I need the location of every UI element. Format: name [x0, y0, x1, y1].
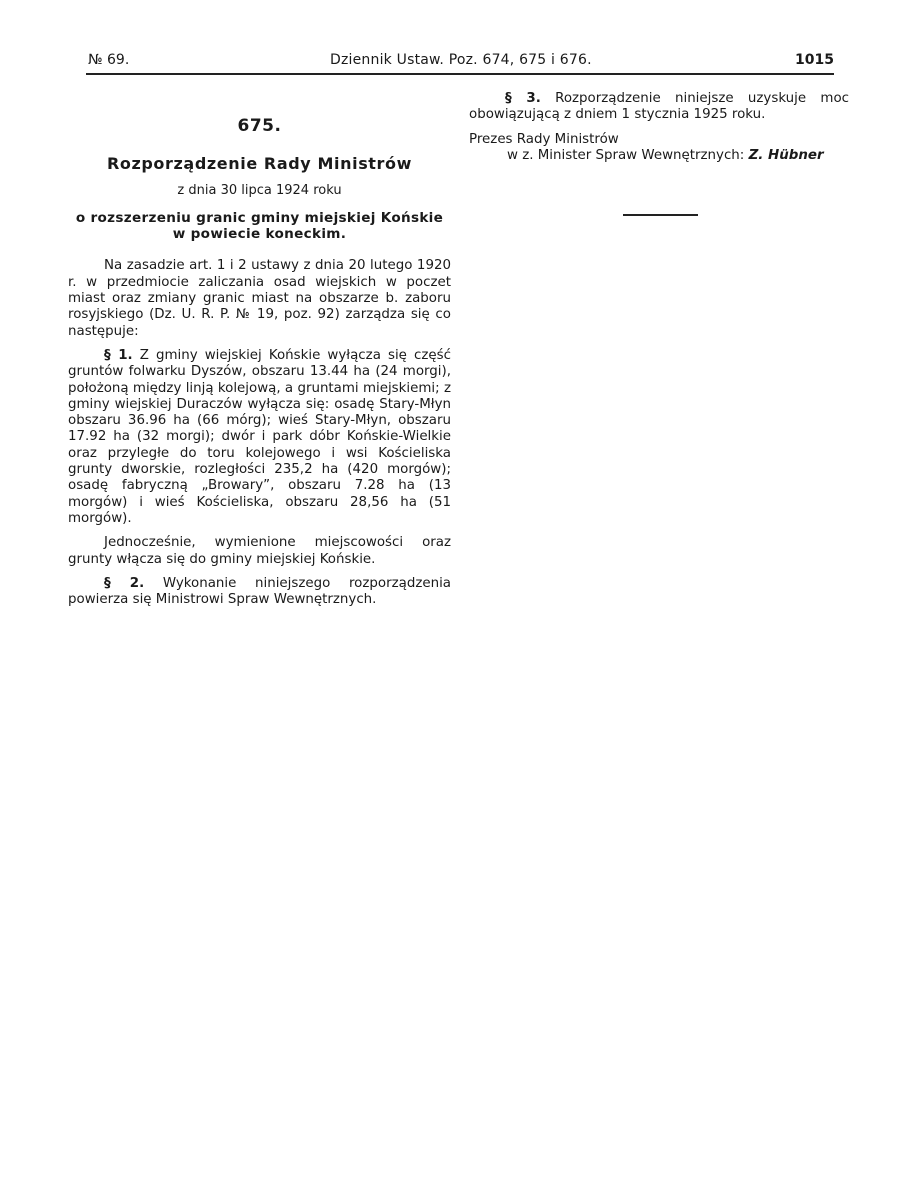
act-date: z dnia 30 lipca 1924 roku — [177, 182, 342, 198]
section-3 — [469, 91, 849, 124]
act-number: 675. — [237, 116, 282, 136]
section-1 — [68, 348, 451, 527]
signature-title: Prezes Rady Ministrów — [469, 131, 619, 147]
left-column — [68, 118, 451, 616]
section-3-text: Rozporządzenie niniejsze uzyskuje moc obowiązującą z dniem 1 stycznia 1925 roku. — [469, 91, 850, 123]
section-1-label: § 1. — [104, 347, 133, 363]
header-rule — [86, 73, 834, 75]
preamble: Na zasadzie art. 1 i 2 ustawy z dnia 20 lutego 1920 r. w przedmiocie zaliczania osad wiejskich w poczet miast oraz zmiany granic miast na obszarze b. zaboru rosyjskiego (Dz. U. R. P. № 19, poz. 92) zarządza się co następuje: — [68, 258, 451, 339]
page-header — [86, 52, 834, 72]
signature-role: w z. Minister Spraw Wewnętrznych: — [507, 147, 745, 163]
issue-number: № 69. — [88, 52, 130, 68]
right-column — [469, 91, 849, 164]
section-2-text: Wykonanie niniejszego rozporządzenia powierza się Ministrowi Spraw Wewnętrznych. — [68, 575, 451, 608]
signature-name: Z. Hübner — [748, 147, 824, 163]
end-rule — [623, 214, 698, 216]
act-title: Rozporządzenie Rady Ministrów — [106, 154, 413, 174]
section-1-continuation-text: Jednocześnie, wymienione miejscowości oraz grunty włącza się do gminy miejskiej Końskie. — [68, 535, 451, 567]
section-2-label: § 2. — [104, 575, 145, 591]
section-3-label: § 3. — [505, 91, 541, 106]
page-number: 1015 — [795, 52, 834, 68]
section-2 — [68, 576, 451, 609]
section-1-continuation — [68, 535, 451, 568]
journal-reference: Dziennik Ustaw. Poz. 674, 675 i 676. — [330, 52, 592, 68]
section-1-text: Z gminy wiejskiej Końskie wyłącza się część gruntów folwarku Dyszów, obszaru 13.44 ha (24 morgi), położoną między linją kolejową, a gruntami miejskiemi; z gminy wiejskiej Duraczów wyłącza się: osadę Stary-Młyn obszaru 36.96 ha (66 mórg); wieś Stary-Młyn, obszaru 17.92 ha (32 morgi); dwór i park dóbr Końskie-Wielkie oraz przyległe do toru kolejowego i wsi Kościeliska grunty dworskie, rozległości 235,2 ha (420 morgów); osadę fabryczną „Browary”, obszaru 7.28 ha (13 morgów) i wieś Kościeliska, obszaru 28,56 ha (51 morgów). — [68, 347, 451, 526]
signature-line — [507, 148, 849, 164]
act-subject: o rozszerzeniu granic gminy miejskiej Końskie w powiecie koneckim. — [75, 209, 444, 243]
